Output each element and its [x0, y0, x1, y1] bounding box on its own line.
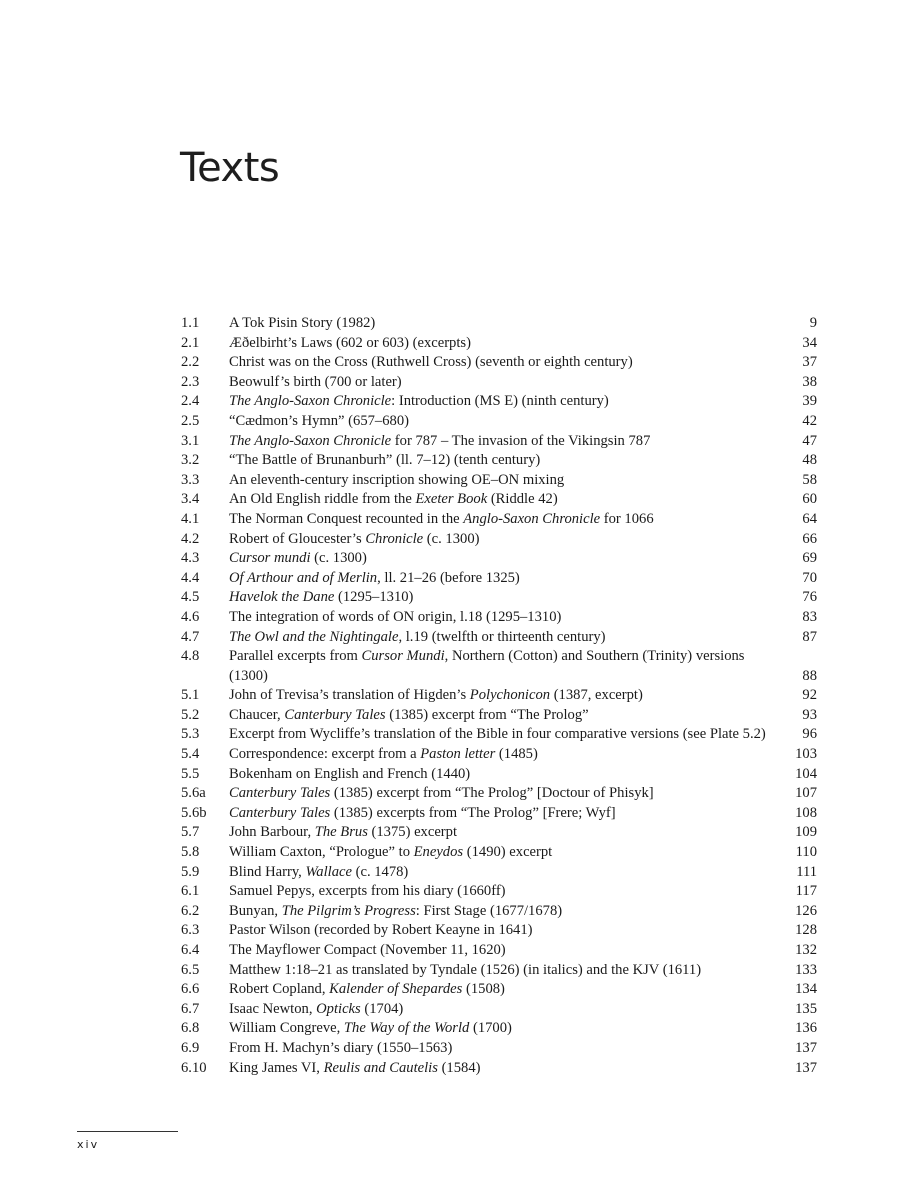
title-segment: (1387, excerpt): [550, 687, 643, 704]
toc-entry: [181, 569, 817, 589]
italic-title-segment: The Anglo-Saxon Chronicle: [229, 393, 392, 410]
title-segment: : Introduction (MS E) (ninth century): [391, 393, 609, 410]
toc-entry: [181, 490, 817, 510]
page-title: Texts: [180, 145, 280, 191]
entry-title: [229, 451, 767, 471]
entry-page-number: 109: [795, 824, 817, 841]
entry-title: [229, 334, 767, 354]
toc-entry: [181, 530, 817, 550]
title-segment: (1490) excerpt: [463, 844, 553, 861]
entry-number: 2.2: [181, 354, 200, 371]
title-segment: (1584): [437, 1059, 481, 1076]
toc-entry: [181, 510, 817, 530]
italic-title-segment: Polychonicon: [469, 687, 551, 704]
italic-title-segment: Exeter Book: [415, 491, 488, 508]
entry-page-number: 92: [802, 687, 817, 704]
title-segment: (1485): [495, 746, 538, 763]
entry-page-number: 88: [802, 667, 817, 684]
toc-entry: [181, 1059, 817, 1079]
entry-page-number: 64: [802, 510, 817, 527]
title-segment: “Cædmon’s Hymn” (657–680): [229, 412, 409, 429]
entry-title: [229, 373, 767, 393]
title-segment: Robert Copland,: [229, 981, 330, 998]
title-segment: (1295–1310): [334, 589, 414, 606]
italic-title-segment: The Pilgrim’s Progress: [281, 902, 416, 919]
entry-number: 2.5: [181, 412, 200, 429]
italic-title-segment: Canterbury Tales: [284, 706, 386, 723]
entry-number: 5.8: [181, 844, 200, 861]
toc-entry: [181, 745, 817, 765]
title-segment: : First Stage (1677/1678): [415, 902, 563, 919]
entry-page-number: 136: [795, 1020, 817, 1037]
entry-page-number: 104: [795, 765, 817, 782]
entry-number: 6.6: [181, 981, 200, 998]
entry-title: [229, 863, 767, 883]
entry-title: [229, 941, 767, 961]
entry-number: 3.3: [181, 471, 200, 488]
entry-number: 5.7: [181, 824, 200, 841]
italic-title-segment: Cursor Mundi: [361, 648, 445, 665]
title-segment: Pastor Wilson (recorded by Robert Keayne in 1641): [229, 922, 533, 939]
entry-page-number: 66: [802, 530, 817, 547]
entry-page-number: 103: [795, 746, 817, 763]
title-segment: (Riddle 42): [487, 491, 558, 508]
texts-list: [181, 314, 817, 1078]
title-segment: Bunyan,: [229, 902, 282, 919]
title-segment: A Tok Pisin Story (1982): [229, 315, 376, 331]
title-segment: (1385) excerpts from “The Prolog” [Frere; Wyf]: [330, 804, 616, 821]
toc-entry: [181, 725, 817, 745]
title-segment: “The Battle of Brunanburh” (ll. 7–12) (tenth century): [229, 452, 541, 469]
entry-page-number: 117: [795, 883, 817, 900]
title-segment: John of Trevisa’s translation of Higden’s: [229, 687, 470, 704]
title-segment: William Congreve,: [229, 1020, 344, 1037]
toc-entry: [181, 432, 817, 452]
toc-entry: [181, 353, 817, 373]
entry-number: 5.1: [181, 687, 200, 704]
title-segment: Excerpt from Wycliffe’s translation of the Bible in four comparative versions (see Plate 5.2): [229, 726, 766, 743]
title-segment: (1375) excerpt: [367, 824, 458, 841]
entry-title: [229, 804, 767, 824]
title-segment: (1508): [462, 981, 505, 998]
toc-entry: [181, 961, 817, 981]
title-segment: (c. 1300): [423, 530, 480, 547]
entry-title: [229, 784, 767, 804]
entry-page-number: 76: [802, 589, 817, 606]
entry-title: [229, 412, 767, 432]
italic-title-segment: Canterbury Tales: [229, 804, 331, 821]
toc-entry: [181, 980, 817, 1000]
entry-title: [229, 628, 767, 648]
entry-title: [229, 314, 767, 334]
entry-number: 4.1: [181, 510, 200, 527]
italic-title-segment: Havelok the Dane: [229, 589, 335, 606]
toc-entry: [181, 549, 817, 569]
toc-entry: [181, 784, 817, 804]
toc-entry: [181, 843, 817, 863]
toc-entry: [181, 804, 817, 824]
entry-number: 5.5: [181, 765, 200, 782]
entry-title: [229, 588, 767, 608]
entry-title: [229, 980, 767, 1000]
entry-number: 6.9: [181, 1039, 200, 1056]
entry-number: 5.2: [181, 706, 200, 723]
entry-page-number: 135: [795, 1000, 817, 1017]
entry-title: [229, 647, 767, 686]
toc-entry: [181, 373, 817, 393]
entry-page-number: 48: [802, 452, 817, 469]
entry-page-number: 60: [802, 491, 817, 508]
entry-number: 5.6b: [181, 804, 207, 821]
title-segment: Chaucer,: [229, 706, 285, 723]
entry-title: [229, 510, 767, 530]
toc-entry: [181, 628, 817, 648]
title-segment: Æðelbirht’s Laws (602 or 603) (excerpts): [229, 334, 471, 351]
title-segment: , ll. 21–26 (before 1325): [377, 569, 520, 586]
entry-page-number: 137: [795, 1039, 817, 1056]
entry-title: [229, 1039, 767, 1059]
entry-number: 2.4: [181, 393, 200, 410]
toc-entry: [181, 1000, 817, 1020]
entry-title: [229, 471, 767, 491]
italic-title-segment: The Owl and the Nightingale: [229, 628, 399, 645]
footer-rule: [77, 1131, 178, 1132]
italic-title-segment: Reulis and Cautelis: [323, 1059, 438, 1076]
title-segment: The Mayflower Compact (November 11, 1620): [229, 942, 506, 958]
title-segment: The Norman Conquest recounted in the: [229, 510, 464, 527]
entry-number: 6.8: [181, 1020, 200, 1037]
entry-title: [229, 353, 767, 373]
entry-page-number: 108: [795, 804, 817, 821]
entry-page-number: 128: [795, 922, 817, 939]
entry-number: 4.3: [181, 550, 200, 567]
title-segment: for 1066: [600, 510, 654, 527]
italic-title-segment: Chronicle: [365, 530, 424, 547]
entry-title: [229, 392, 767, 412]
italic-title-segment: The Brus: [314, 824, 368, 841]
entry-page-number: 47: [802, 432, 817, 449]
toc-entry: [181, 706, 817, 726]
title-segment: (1700): [469, 1020, 512, 1037]
entry-number: 4.7: [181, 628, 200, 645]
entry-number: 3.4: [181, 491, 200, 508]
title-segment: Parallel excerpts from: [229, 648, 362, 665]
entry-number: 5.9: [181, 863, 200, 880]
toc-entry: [181, 392, 817, 412]
entry-page-number: 110: [795, 844, 817, 861]
entry-title: [229, 530, 767, 550]
toc-entry: [181, 1039, 817, 1059]
toc-entry: [181, 471, 817, 491]
entry-page-number: 70: [802, 569, 817, 586]
entry-number: 2.1: [181, 334, 200, 351]
entry-number: 4.4: [181, 569, 200, 586]
entry-page-number: 93: [802, 706, 817, 723]
toc-entry: [181, 1019, 817, 1039]
entry-number: 5.3: [181, 726, 200, 743]
entry-number: 6.5: [181, 961, 200, 978]
entry-title: [229, 706, 767, 726]
title-segment: Isaac Newton,: [229, 1000, 317, 1017]
entry-page-number: 37: [802, 354, 817, 371]
italic-title-segment: Canterbury Tales: [229, 785, 331, 802]
entry-title: [229, 961, 767, 981]
toc-entry: [181, 863, 817, 883]
toc-entry: [181, 588, 817, 608]
entry-number: 6.4: [181, 942, 200, 958]
italic-title-segment: Of Arthour and of Merlin: [229, 569, 378, 586]
entry-number: 5.6a: [181, 785, 206, 802]
title-segment: From H. Machyn’s diary (1550–1563): [229, 1039, 453, 1056]
title-segment: Blind Harry,: [229, 863, 306, 880]
title-segment: for 787 – The invasion of the Vikingsin 787: [391, 432, 651, 449]
italic-title-segment: Anglo-Saxon Chronicle: [463, 510, 601, 527]
entry-number: 4.8: [181, 648, 200, 665]
entry-number: 6.7: [181, 1000, 200, 1017]
entry-page-number: 34: [802, 334, 817, 351]
entry-page-number: 137: [795, 1059, 817, 1076]
title-segment: (c. 1300): [310, 550, 367, 567]
entry-title: [229, 745, 767, 765]
entry-title: [229, 1000, 767, 1020]
entry-title: [229, 569, 767, 589]
title-segment: William Caxton, “Prologue” to: [229, 844, 414, 861]
title-segment: , l.19 (twelfth or thirteenth century): [398, 628, 606, 645]
toc-entry: [181, 647, 817, 686]
title-segment: (1385) excerpt from “The Prolog” [Doctour of Phisyk]: [330, 785, 654, 802]
title-segment: The integration of words of ON origin, l.18 (1295–1310): [229, 608, 562, 625]
entry-page-number: 134: [795, 981, 817, 998]
entry-title: [229, 902, 767, 922]
title-segment: An Old English riddle from the: [229, 491, 416, 508]
entry-page-number: 58: [802, 471, 817, 488]
toc-entry: [181, 412, 817, 432]
title-segment: Bokenham on English and French (1440): [229, 765, 471, 782]
entry-number: 4.2: [181, 530, 200, 547]
entry-page-number: 126: [795, 902, 817, 919]
entry-title: [229, 1059, 767, 1079]
entry-number: 3.2: [181, 452, 200, 469]
italic-title-segment: The Way of the World: [343, 1020, 470, 1037]
entry-page-number: 69: [802, 550, 817, 567]
title-segment: An eleventh-century inscription showing OE–ON mixing: [229, 471, 565, 488]
toc-entry: [181, 882, 817, 902]
entry-title: [229, 608, 767, 628]
title-segment: John Barbour,: [229, 824, 315, 841]
entry-page-number: 107: [795, 785, 817, 802]
italic-title-segment: The Anglo-Saxon Chronicle: [229, 432, 392, 449]
title-segment: Correspondence: excerpt from a: [229, 746, 421, 763]
title-segment: Christ was on the Cross (Ruthwell Cross) (seventh or eighth century): [229, 354, 633, 371]
title-segment: (c. 1478): [351, 863, 409, 880]
entry-page-number: 87: [802, 628, 817, 645]
toc-entry: [181, 941, 817, 961]
entry-title: [229, 490, 767, 510]
entry-page-number: 96: [802, 726, 817, 743]
entry-number: 5.4: [181, 746, 200, 763]
entry-number: 6.2: [181, 902, 200, 919]
title-segment: Beowulf’s birth (700 or later): [229, 373, 402, 390]
entry-number: 3.1: [181, 432, 200, 449]
entry-page-number: 111: [796, 863, 817, 880]
toc-entry: [181, 902, 817, 922]
page-number: xiv: [77, 1138, 100, 1151]
entry-title: [229, 725, 767, 745]
title-segment: , Northern (Cotton) and Southern (Trinity) versions (1300): [229, 648, 745, 684]
toc-entry: [181, 823, 817, 843]
entry-title: [229, 686, 767, 706]
entry-page-number: 133: [795, 961, 817, 978]
entry-number: 2.3: [181, 373, 200, 390]
entry-title: [229, 823, 767, 843]
entry-page-number: 38: [802, 373, 817, 390]
entry-number: 6.10: [181, 1059, 207, 1076]
entry-title: [229, 765, 767, 785]
title-segment: (1385) excerpt from “The Prolog”: [385, 706, 589, 723]
italic-title-segment: Paston letter: [420, 746, 496, 763]
toc-entry: [181, 686, 817, 706]
entry-page-number: 9: [809, 315, 817, 331]
entry-number: 6.3: [181, 922, 200, 939]
entry-title: [229, 549, 767, 569]
italic-title-segment: Eneydos: [413, 844, 464, 861]
title-segment: King James VI,: [229, 1059, 324, 1076]
toc-entry: [181, 921, 817, 941]
toc-entry: [181, 314, 817, 334]
entry-title: [229, 1019, 767, 1039]
entry-title: [229, 432, 767, 452]
title-segment: Matthew 1:18–21 as translated by Tyndale (1526) (in italics) and the KJV (1611): [229, 961, 702, 978]
italic-title-segment: Opticks: [316, 1000, 361, 1017]
entry-page-number: 39: [802, 393, 817, 410]
entry-page-number: 132: [795, 942, 817, 958]
title-segment: (1704): [360, 1000, 404, 1017]
entry-title: [229, 921, 767, 941]
entry-number: 1.1: [181, 315, 200, 331]
toc-entry: [181, 334, 817, 354]
entry-number: 4.5: [181, 589, 200, 606]
toc-entry: [181, 608, 817, 628]
italic-title-segment: Wallace: [305, 863, 352, 880]
italic-title-segment: Kalender of Shepardes: [329, 981, 463, 998]
entry-number: 4.6: [181, 608, 200, 625]
entry-number: 6.1: [181, 883, 200, 900]
title-segment: Robert of Gloucester’s: [229, 530, 366, 547]
italic-title-segment: Cursor mundi: [229, 550, 311, 567]
toc-entry: [181, 765, 817, 785]
title-segment: Samuel Pepys, excerpts from his diary (1660ff): [229, 883, 506, 900]
entry-title: [229, 843, 767, 863]
entry-page-number: 83: [802, 608, 817, 625]
toc-entry: [181, 451, 817, 471]
entry-page-number: 42: [802, 412, 817, 429]
entry-title: [229, 882, 767, 902]
